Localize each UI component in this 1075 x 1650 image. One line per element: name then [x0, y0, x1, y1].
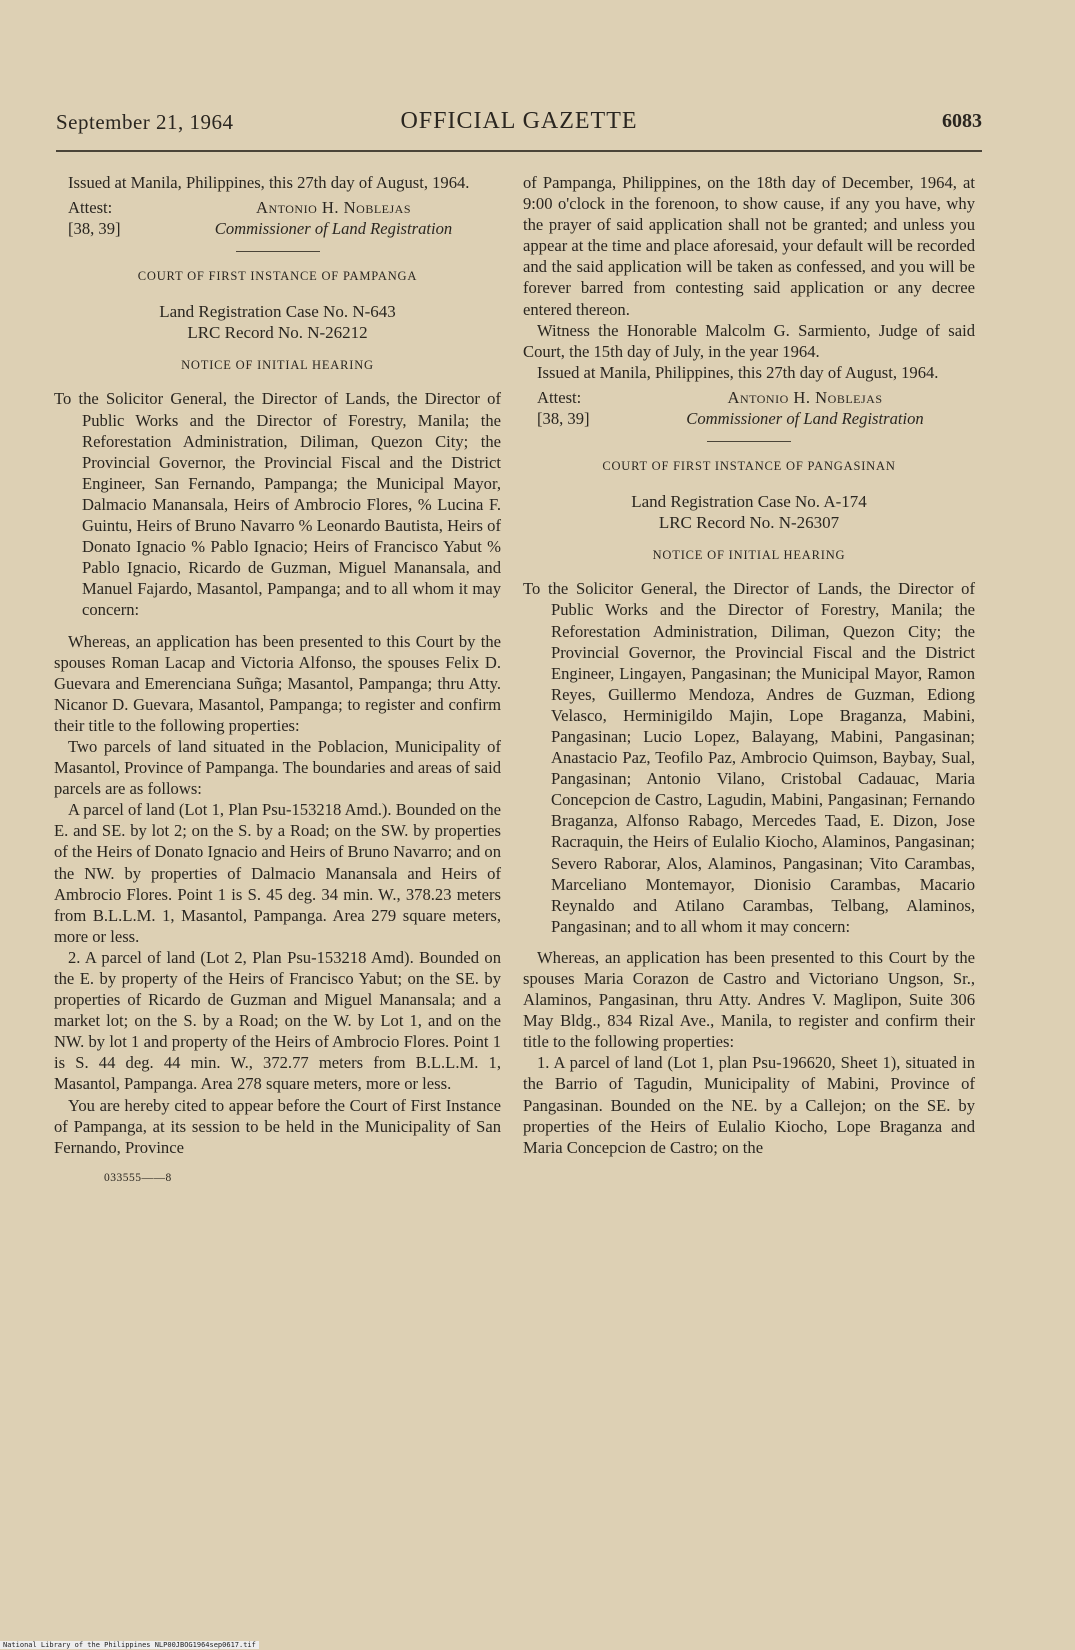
- section-divider: [707, 441, 791, 442]
- body-paragraph: 1. A parcel of land (Lot 1, plan Psu-196620, Sheet 1), situated in the Barrio of Tagudin, Municipality of Mabini, Province of Pangasinan. Bounded on the NE. by a Callejon; on the SE. by properties of the Heirs of Eulalio Kiocho, Lope Braganza and Maria Concepcion de Castro; on the: [523, 1053, 975, 1157]
- page-number: 6083: [942, 110, 982, 132]
- issued-text: Issued at Manila, Philippines, this 27th day of August, 1964.: [68, 173, 470, 192]
- page-header: [56, 110, 982, 144]
- addressees-paragraph: To the Solicitor General, the Director of Lands, the Director of Public Works and the Director of Forestry, Manila; the Reforestation Administration, Diliman, Quezon City; the Provincial Governor, the Provincial Fiscal and the District Engineer, San Fernando, Pampanga; the Municipal Mayor, Dalmacio Manansala, Heirs of Ambrocio Flores, % Lucina F. Guintu, Heirs of Bruno Navarro % Leonardo Bautista, Heirs of Donato Ignacio % Pablo Ignacio; Heirs of Francisco Yabut % Pablo Ignacio, Ricardo de Guzman, Miguel Manansala, and Manuel Fajardo, Masantol, Pampanga; and to all whom it may concern:: [54, 389, 501, 620]
- addressees-paragraph: To the Solicitor General, the Director of Lands, the Director of Public Works and the Director of Forestry, Manila; the Reforestation Administration, Diliman, Quezon City; the Provincial Governor, the Provincial Fiscal and the District Engineer, Lingayen, Pangasinan; the Municipal Mayor, Ramon Reyes, Guillermo Mendoza, Andres de Guzman, Ediong Velasco, Herminigildo Majin, Lope Braganza, Mabini, Pangasinan; Lucio Lopez, Balayang, Mabini, Pangasinan; Anastacio Paz, Teofilo Paz, Ambrocio Quimson, Baybay, Sual, Pangasinan; Antonio Vilano, Cristobal Cadauac, Maria Concepcion de Castro, Lagudin, Mabini, Pangasinan; Fernando Braganza, Alfonso Rabago, Mercedes Taad, E. Dizon, Jose Racraquin, the Heirs of Eulalio Kiocho, Alaminos, Pangasinan; Severo Raborar, Alos, Alaminos, Pangasinan; Vito Carambas, Marceliano Montemayor, Dionisio Carambas, Macario Reynaldo and Atilano Carambas, Telbang, Alaminos, Pangasinan; and to all whom it may concern:: [523, 579, 975, 936]
- issued-text: Issued at Manila, Philippines, this 27th day of August, 1964.: [537, 362, 939, 382]
- court-heading: COURT OF FIRST INSTANCE OF PAMPANGA: [137, 269, 418, 284]
- body-paragraph: of Pampanga, Philippines, on the 18th day of December, 1964, at 9:00 o'clock in the forenoon, to show cause, if any you have, why the prayer of said application shall not be granted; and unless you appear at the time and place aforesaid, your default will be recorded and the said application will be taken as confessed, and you will be forever barred from contesting said application or any decree entered thereon.: [523, 173, 975, 319]
- notice-heading: NOTICE OF INITIAL HEARING: [652, 548, 846, 563]
- body-paragraph: A parcel of land (Lot 1, Plan Psu-153218 Amd.). Bounded on the E. and SE. by lot 2; on the S. by a Road; on the SW. by properties of the Heirs of Donato Ignacio and Heirs of Bruno Navarro; and on the NW. by properties of Dalmacio Manansala and Heirs of Ambrocio Flores. Point 1 is S. 45 deg. 34 min. W., 378.23 meters from B.L.L.M. 1, Masantol, Pampanga. Area 279 square meters, more or less.: [54, 800, 501, 946]
- attest-ref: [38, 39]: [68, 219, 121, 239]
- attest-label: Attest:: [68, 198, 113, 218]
- header-date: September 21, 1964: [56, 110, 234, 134]
- body-paragraph: You are hereby cited to appear before the Court of First Instance of Pampanga, at its session to be held in the Municipality of San Fernando, Province: [54, 1095, 501, 1157]
- section-divider: [236, 251, 320, 252]
- attest-signatory: [166, 197, 501, 239]
- attestation: [54, 197, 501, 239]
- body-paragraph: 2. A parcel of land (Lot 2, Plan Psu-153218 Amd). Bounded on the E. by property of the Heirs of Francisco Yabut; on the SE. by properties of Ricardo de Guzman and Miguel Manansala; and a market lot; on the S. by a Road; on the W. by Lot 1, and on the NW. by lot 1 and property of the Heirs of Ambrocio Flores. Point 1 is S. 44 deg. 44 min. W., 372.77 meters from B.L.L.M. 1, Masantol, Pampanga. Area 278 square meters, more or less.: [54, 947, 501, 1094]
- attest-label: Attest:: [537, 387, 582, 407]
- attest-ref: [38, 39]: [537, 409, 590, 429]
- attest-role: Commissioner of Land Registration: [214, 219, 453, 239]
- lrc-record-number: LRC Record No. N-26212: [187, 323, 368, 343]
- attest-role: Commissioner of Land Registration: [686, 409, 924, 429]
- print-code: 033555——8: [104, 1171, 172, 1184]
- header-rule: [56, 150, 982, 152]
- body-paragraph: Whereas, an application has been presented to this Court by the spouses Maria Corazon de Castro and Victoriano Ungson, Sr., Alaminos, Pangasinan, thru Atty. Andres V. Maglipon, Suite 306 May Bldg., 834 Rizal Ave., Manila, to register and confirm their title to the following properties:: [523, 947, 975, 1052]
- left-column: [54, 172, 501, 1189]
- attest-labels: [523, 387, 635, 429]
- case-number: Land Registration Case No. A-174: [631, 492, 867, 512]
- notice-heading: NOTICE OF INITIAL HEARING: [181, 358, 374, 373]
- body-paragraph: Whereas, an application has been presented to this Court by the spouses Roman Lacap and Victoria Alfonso, the spouses Felix D. Guevara and Emerenciana Suñga; Masantol, Pampanga; thru Atty. Nicanor D. Guevara, Masantol, Pampanga; to register and confirm their title to the following properties:: [54, 631, 501, 735]
- body-paragraph: Two parcels of land situated in the Poblacion, Municipality of Masantol, Province of Pampanga. The boundaries and areas of said parcels are as follows:: [54, 736, 501, 799]
- case-number: Land Registration Case No. N-643: [159, 302, 396, 322]
- header-title: OFFICIAL GAZETTE: [400, 108, 638, 134]
- court-heading: COURT OF FIRST INSTANCE OF PANGASINAN: [602, 459, 896, 474]
- scan-label: National Library of the Philippines NLP00JBOG1964sep0617.tif: [0, 1641, 259, 1649]
- attest-labels: [54, 197, 166, 239]
- lrc-record-number: LRC Record No. N-26307: [658, 513, 840, 533]
- witness-paragraph: Witness the Honorable Malcolm G. Sarmiento, Judge of said Court, the 15th day of July, in the year 1964.: [523, 320, 975, 361]
- right-column: [523, 172, 975, 1158]
- attestation: [523, 387, 975, 429]
- attest-name: Antonio H. Noblejas: [255, 198, 411, 218]
- attest-signatory: [635, 387, 975, 429]
- attest-name: Antonio H. Noblejas: [727, 387, 883, 407]
